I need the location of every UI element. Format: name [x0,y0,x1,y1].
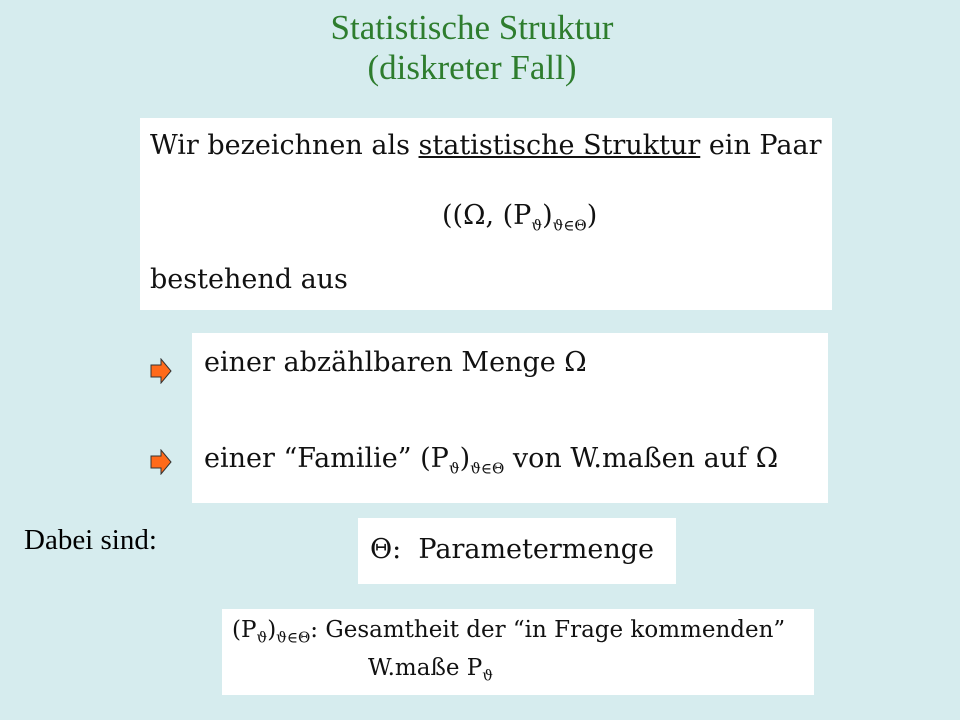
family-measures-sub: ϑ [482,666,493,685]
right-arrow-icon [150,358,172,384]
definition-box [140,118,832,310]
family-measures [368,655,493,685]
definition-intro [150,130,821,161]
pair-open: ((Ω, (P [442,200,532,231]
parameter-text: Θ: Parametermenge [370,534,655,565]
family-sub-theta: ϑ [448,459,460,478]
dabei-label: Dabei sind: [24,524,157,556]
family-desc-sub-index: ϑ∈Θ [276,628,311,647]
consisting-of: bestehend aus [150,264,348,295]
family-measures-prefix: W.maße P [368,655,483,681]
component-family [204,443,778,477]
pair-end: ) [586,200,598,231]
slide-title [0,8,944,88]
intro-prefix: Wir bezeichnen als [150,130,419,161]
title-line-1: Statistische Struktur [330,8,614,47]
family-desc-paren: ) [267,617,277,643]
title-line-2: (diskreter Fall) [367,48,577,87]
pair-sub-index: ϑ∈Θ [552,216,587,235]
family-box [222,609,814,695]
pair-formula [442,200,597,234]
pair-close-paren: ) [542,200,553,231]
family-paren: ) [459,443,471,474]
family-description [232,617,785,647]
family-prefix: einer “Familie” (P [204,443,449,474]
component-set: einer abzählbaren Menge Ω [204,347,587,378]
pair-sub-theta: ϑ [531,216,543,235]
components-box [192,333,828,503]
intro-suffix: ein Paar [700,130,822,161]
intro-term: statistische Struktur [418,130,701,161]
family-desc-sub-theta: ϑ [256,628,268,647]
family-desc-text: : Gesamtheit der “in Frage kommenden” [310,617,786,643]
family-sub-index: ϑ∈Θ [470,459,505,478]
parameter-box [358,518,676,584]
family-desc-prefix: (P [232,617,257,643]
right-arrow-icon [150,449,172,475]
family-suffix: von W.maßen auf Ω [504,443,779,474]
